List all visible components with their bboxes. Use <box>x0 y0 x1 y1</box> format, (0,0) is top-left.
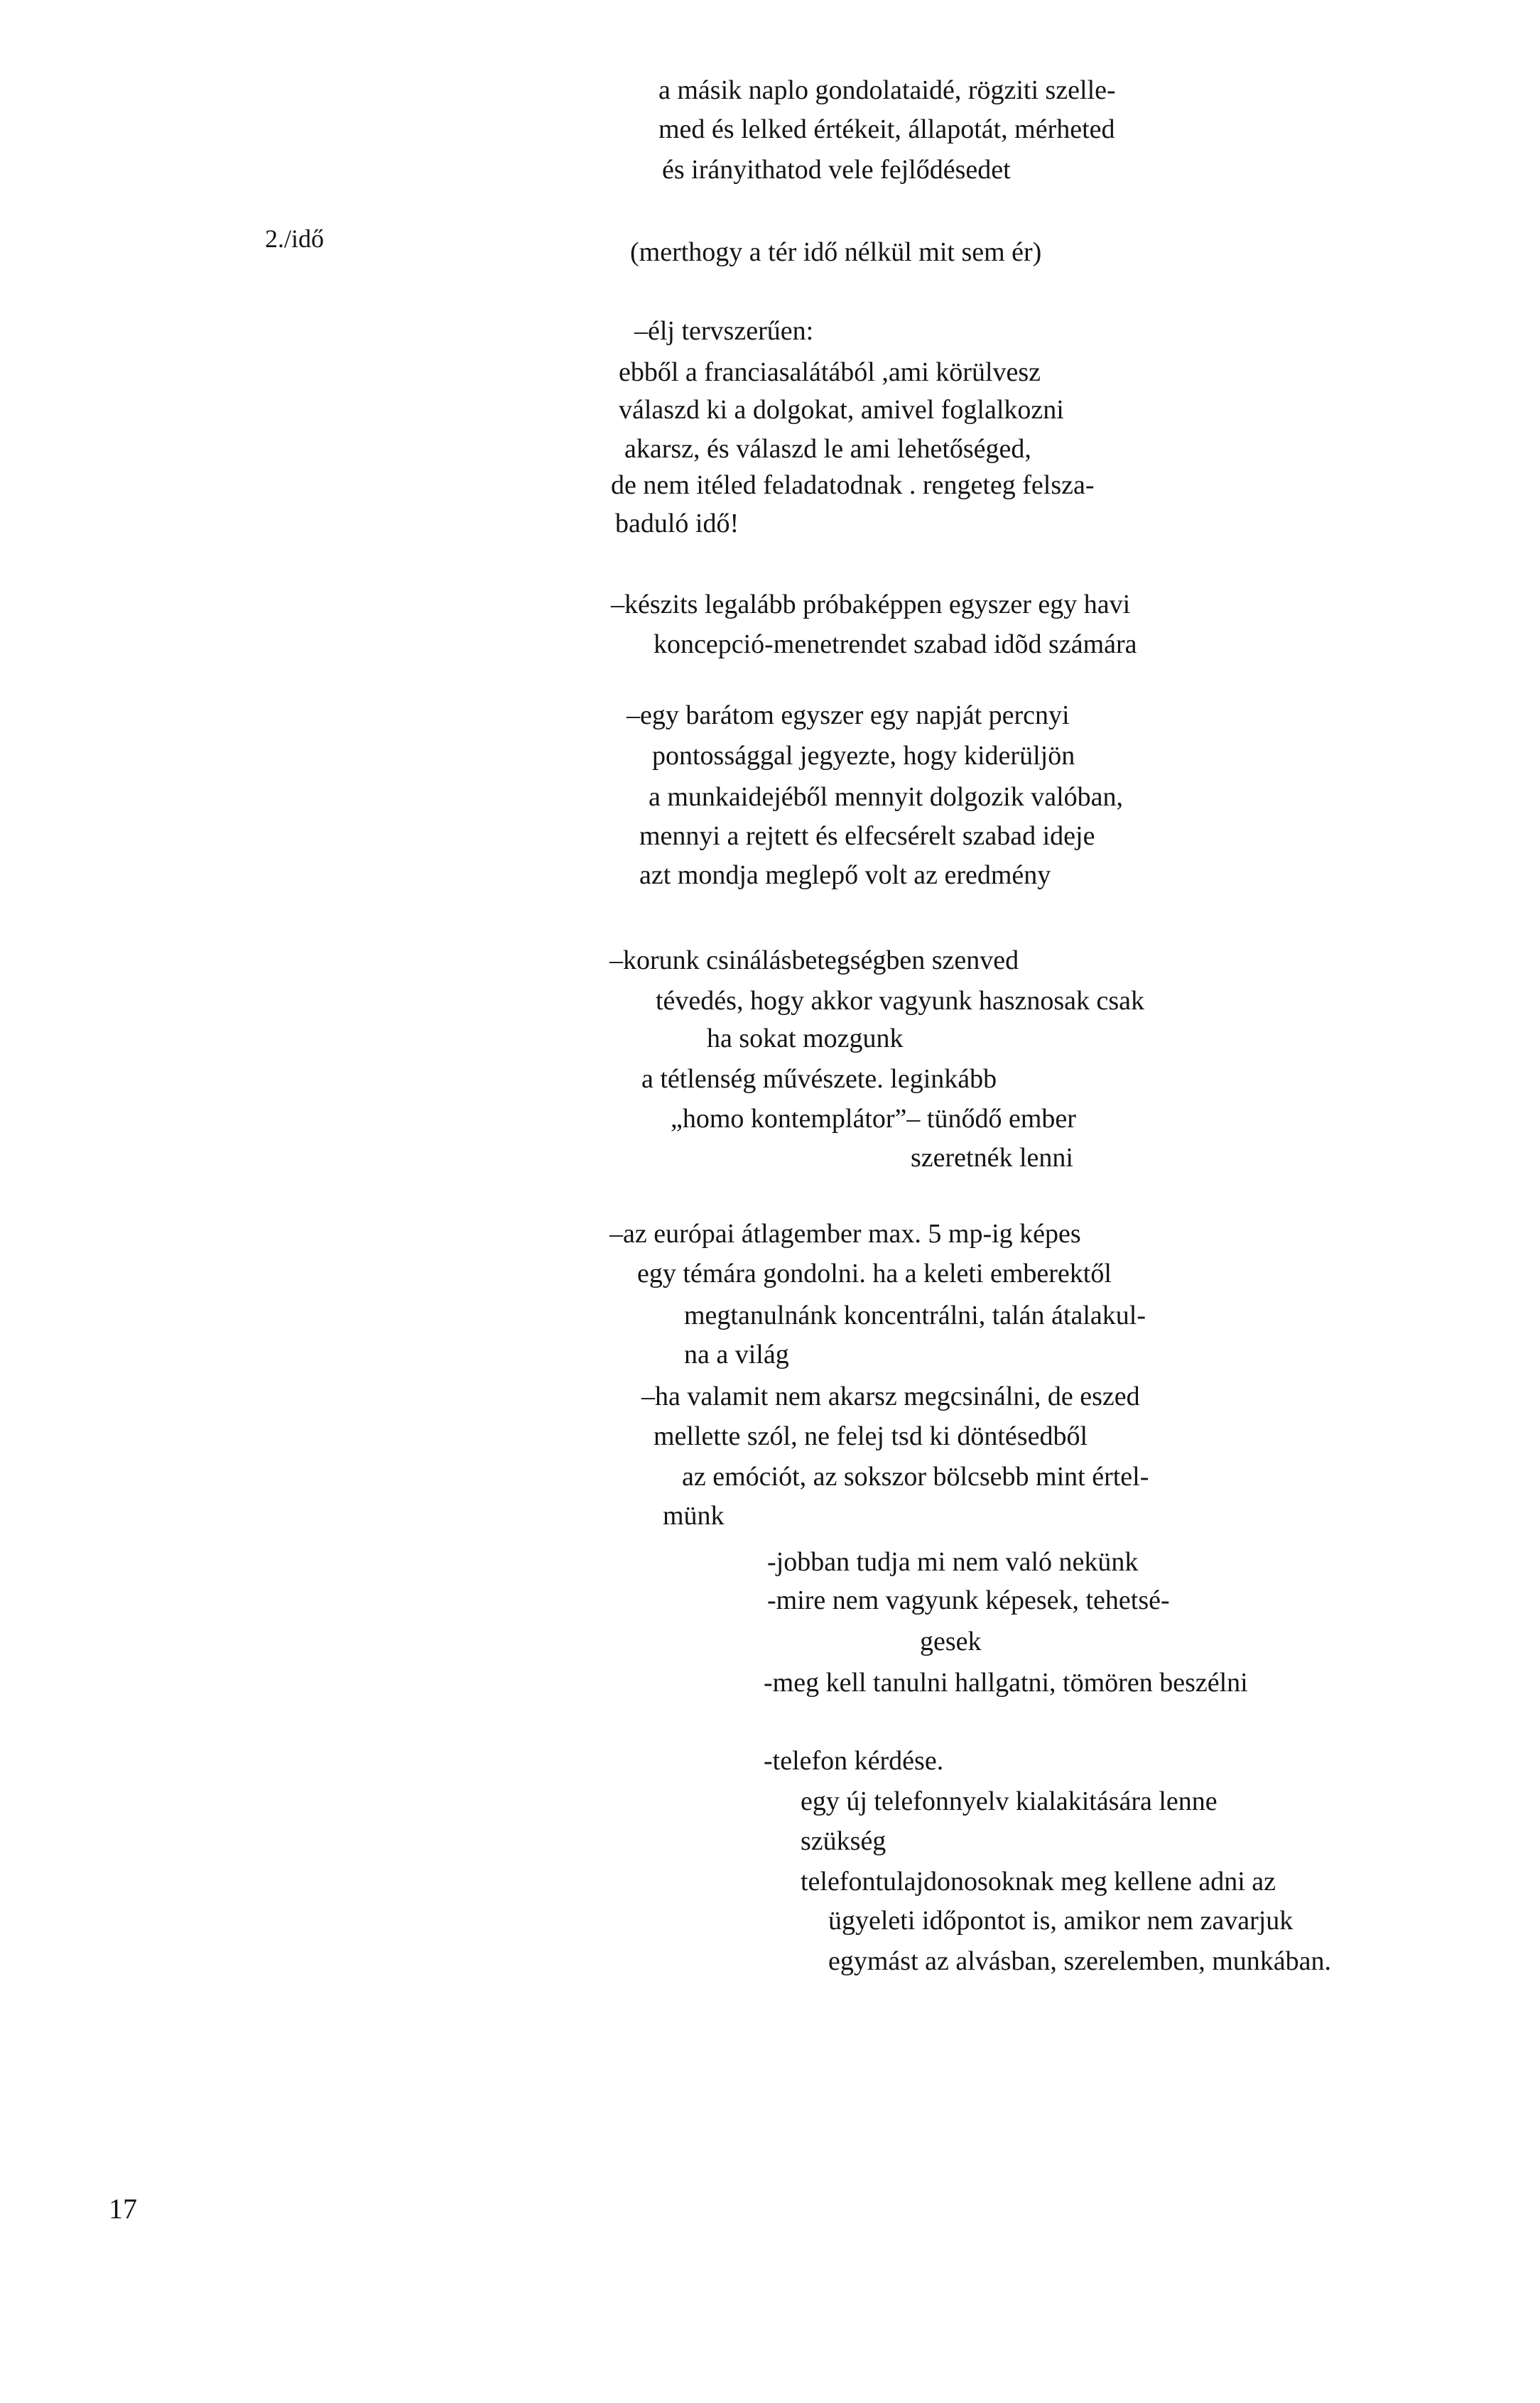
text-line: a tétlenség művészete. leginkább <box>641 1064 997 1094</box>
text-line: ügyeleti időpontot is, amikor nem zavarjuk <box>828 1906 1294 1936</box>
text-line: az emóciót, az sokszor bölcsebb mint értel- <box>682 1462 1149 1492</box>
text-line: münk <box>663 1501 725 1531</box>
text-line: a munkaidejéből mennyit dolgozik valóban, <box>649 782 1124 812</box>
text-line: mennyi a rejtett és elfecsérelt szabad ideje <box>639 821 1095 851</box>
text-line: akarsz, és válaszd le ami lehetőséged, <box>624 434 1031 464</box>
text-line: -jobban tudja mi nem való nekünk <box>767 1547 1139 1577</box>
text-line: szükség <box>801 1826 886 1856</box>
text-line: azt mondja meglepő volt az eredmény <box>639 860 1051 890</box>
text-line: –élj tervszerűen: <box>634 316 814 346</box>
text-line: egy témára gondolni. ha a keleti emberektől <box>637 1259 1112 1289</box>
text-line: megtanulnánk koncentrálni, talán átalakul- <box>684 1301 1146 1330</box>
text-line: baduló idő! <box>615 509 739 538</box>
text-line: –ha valamit nem akarsz megcsinálni, de eszed <box>641 1382 1140 1411</box>
text-line: –korunk csinálásbetegségben szenved <box>609 945 1019 975</box>
text-line: egymást az alvásban, szerelemben, munkában. <box>828 1946 1331 1976</box>
text-line: -mire nem vagyunk képesek, tehetsé- <box>767 1585 1170 1615</box>
text-line: pontossággal jegyezte, hogy kiderüljön <box>652 741 1075 771</box>
text-line: med és lelked értékeit, állapotát, mérheted <box>658 114 1115 144</box>
text-line: gesek <box>920 1627 982 1656</box>
text-line: ebből a franciasalátából ,ami körülvesz <box>619 357 1041 387</box>
text-line: és irányithatod vele fejlődésedet <box>662 155 1011 185</box>
text-line: válaszd ki a dolgokat, amivel foglalkozni <box>619 395 1064 425</box>
text-line: -meg kell tanulni hallgatni, tömören beszélni <box>764 1668 1248 1698</box>
text-line: koncepció-menetrendet szabad idõd számára <box>654 629 1137 659</box>
text-line: –egy barátom egyszer egy napját percnyi <box>627 700 1070 730</box>
text-line: ha sokat mozgunk <box>707 1024 904 1053</box>
text-line: mellette szól, ne felej tsd ki döntésedből <box>654 1421 1088 1451</box>
page-number: 17 <box>109 2193 137 2225</box>
text-line: -telefon kérdése. <box>764 1746 944 1776</box>
text-line: telefontulajdonosoknak meg kellene adni az <box>801 1867 1276 1897</box>
text-line: „homo kontemplátor”– tünődő ember <box>671 1104 1076 1134</box>
text-line: (merthogy a tér idő nélkül mit sem ér) <box>630 237 1042 267</box>
text-line: –az európai átlagember max. 5 mp-ig képes <box>609 1219 1081 1249</box>
text-line: de nem itéled feladatodnak . rengeteg felsza- <box>611 470 1095 500</box>
text-line: tévedés, hogy akkor vagyunk hasznosak csak <box>656 986 1145 1016</box>
text-line: –készits legalább próbaképpen egyszer egy havi <box>611 590 1131 619</box>
margin-note: 2./idő <box>265 224 325 253</box>
text-line: egy új telefonnyelv kialakitására lenne <box>801 1786 1218 1816</box>
text-line: szeretnék lenni <box>911 1143 1073 1173</box>
text-line: a másik naplo gondolataidé, rögziti szelle- <box>658 75 1116 105</box>
text-line: na a világ <box>684 1340 789 1369</box>
